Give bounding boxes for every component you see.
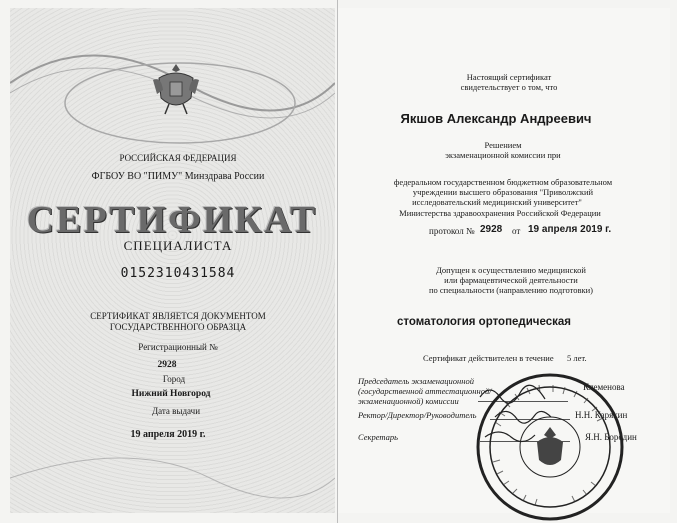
admission-line2: или фармацевтической деятельности bbox=[444, 275, 578, 285]
document-notice-line1: СЕРТИФИКАТ ЯВЛЯЕТСЯ ДОКУМЕНТОМ bbox=[90, 311, 266, 321]
institution-line4: Министерства здравоохранения Российской Федерации bbox=[399, 208, 601, 218]
protocol-number: 2928 bbox=[480, 224, 503, 235]
chair-name: Клеменова bbox=[583, 382, 625, 392]
registration-number: 2928 bbox=[157, 360, 177, 370]
decision-line2: экзаменационной комиссии при bbox=[445, 150, 561, 160]
official-seal-icon bbox=[475, 372, 628, 522]
rector-label: Ректор/Директор/Руководитель bbox=[358, 410, 477, 420]
decision-line1: Решением bbox=[484, 140, 522, 150]
page-fold bbox=[337, 0, 338, 523]
protocol-date: 19 апреля 2019 г. bbox=[528, 224, 612, 235]
country-label: РОССИЙСКАЯ ФЕДЕРАЦИЯ bbox=[119, 153, 237, 163]
certificate-subtitle: СПЕЦИАЛИСТА bbox=[123, 238, 233, 253]
institution-line1: федеральном государственном бюджетном образовательном bbox=[393, 177, 613, 187]
admission-line1: Допущен к осуществлению медицинской bbox=[436, 265, 586, 275]
issue-date: 19 апреля 2019 г. bbox=[130, 429, 206, 440]
commission-chair-line2: (государственной аттестационной/ bbox=[358, 386, 492, 396]
intro-line1: Настоящий сертификат bbox=[466, 72, 552, 82]
institution-line3: исследовательский медицинский университет" bbox=[412, 197, 582, 207]
document-notice-line2: ГОСУДАРСТВЕННОГО ОБРАЗЦА bbox=[109, 322, 247, 332]
registration-label: Регистрационный № bbox=[138, 342, 218, 352]
coat-of-arms-icon bbox=[151, 60, 201, 120]
city-label: Город bbox=[162, 374, 186, 384]
certificate-title: СЕРТИФИКАТ bbox=[26, 199, 318, 241]
commission-chair-line3: экзаменационной) комиссии bbox=[358, 396, 459, 406]
serial-number: 0152310431584 bbox=[120, 266, 236, 281]
holder-name: Якшов Александр Андреевич bbox=[400, 111, 592, 126]
secretary-label: Секретарь bbox=[358, 432, 398, 442]
validity-value: 5 лет. bbox=[567, 353, 587, 363]
institution-line2: учреждении высшего образования "Приволжский bbox=[412, 187, 594, 197]
admission-line3: по специальности (направлению подготовки) bbox=[428, 285, 594, 295]
protocol-label: протокол № bbox=[429, 226, 475, 236]
rector-name: Н.Н. Карякин bbox=[575, 410, 628, 420]
issue-date-label: Дата выдачи bbox=[151, 406, 201, 416]
validity-label: Сертификат действителен в течение bbox=[423, 353, 554, 363]
secretary-name: Я.Н. Бородин bbox=[585, 432, 637, 442]
specialty-value: стоматология ортопедическая bbox=[397, 316, 571, 328]
intro-line2: свидетельствует о том, что bbox=[460, 82, 558, 92]
commission-chair-line1: Председатель экзаменационной bbox=[358, 376, 474, 386]
organization-label: ФГБОУ ВО "ПИМУ" Минздрава России bbox=[91, 171, 265, 182]
city-value: Нижний Новгород bbox=[131, 389, 211, 399]
protocol-from: от bbox=[512, 226, 521, 236]
